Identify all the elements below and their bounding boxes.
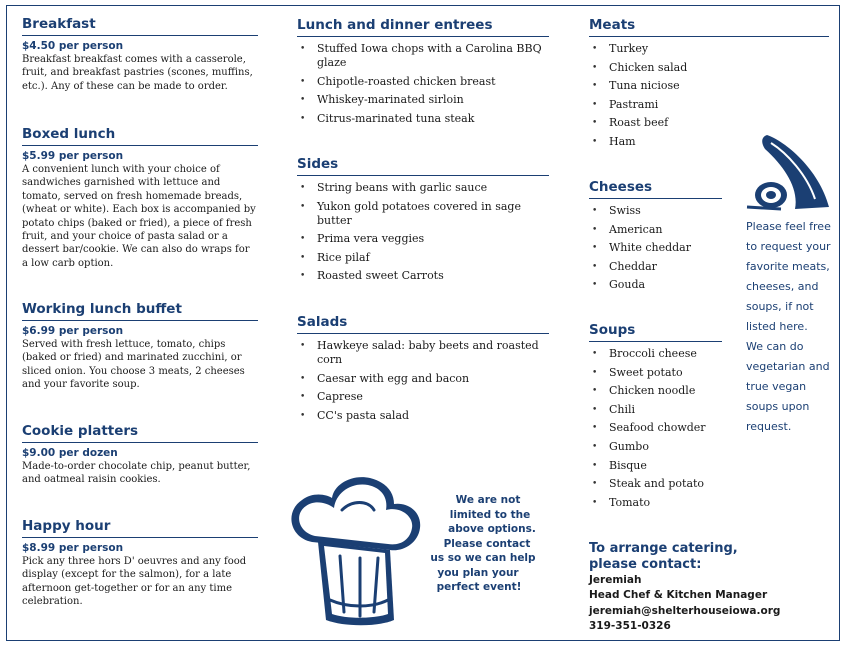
request-note-line: soups, if not	[746, 300, 814, 313]
boxed-lunch-price: $5.99 per person	[22, 150, 124, 162]
list-item: • Chipotle-roasted chicken breast	[297, 75, 549, 89]
list-item: • Citrus-marinated tuna steak	[297, 112, 549, 126]
chef-hat-icon	[282, 470, 430, 630]
list-item: • Sweet potato	[589, 366, 722, 380]
list-item: • Chicken salad	[589, 61, 829, 75]
soups-section	[589, 322, 722, 514]
sides-list	[297, 181, 549, 283]
list-item: • Chili	[589, 403, 722, 417]
list-item: • Caesar with egg and bacon	[297, 372, 549, 386]
list-item: • Gouda	[589, 278, 722, 292]
list-item: • Caprese	[297, 390, 549, 404]
list-item: • American	[589, 223, 722, 237]
request-note-line: vegetarian and	[746, 360, 830, 373]
entrees-heading: Lunch and dinner entrees	[297, 17, 549, 37]
breakfast-description: Breakfast breakfast comes with a casserole, fruit, and breakfast pastries (scones, muffins, etc.). Any of these can be made to order.	[22, 54, 253, 92]
chef-note-line: us so we can help	[430, 552, 536, 564]
list-item: • Ham	[589, 135, 829, 149]
happy-hour-section	[22, 518, 258, 609]
cheeses-list	[589, 204, 722, 292]
list-item: • Gumbo	[589, 440, 722, 454]
list-item: • White cheddar	[589, 241, 722, 255]
list-item: • CC's pasta salad	[297, 409, 549, 423]
list-item: • Roast beef	[589, 116, 829, 130]
list-item: • Tuna niciose	[589, 79, 829, 93]
contact-block	[589, 541, 834, 634]
request-note-line: Please feel free	[746, 220, 831, 233]
list-item: • String beans with garlic sauce	[297, 181, 549, 195]
contact-role: Head Chef & Kitchen Manager	[589, 589, 768, 602]
list-item: • Stuffed Iowa chops with a Carolina BBQ glaze	[297, 42, 549, 70]
contact-heading-line1: To arrange catering,	[589, 541, 738, 556]
chef-note-line: limited to the	[449, 508, 531, 521]
chef-note-line: you plan your	[437, 566, 519, 579]
cookie-platters-heading: Cookie platters	[22, 423, 258, 443]
request-note-line: We can do	[746, 340, 804, 353]
boxed-lunch-description: A convenient lunch with your choice of sandwiches garnished with lettuce and tomato, served on fresh homemade breads, (wheat or white). Each box is accompanied by potato chips (baked or fried), a piece of fresh fruit, and your choice of pasta salad or a dessert bar/cookie. We can also do wraps for a low carb option.	[22, 164, 256, 269]
salads-list	[297, 339, 549, 423]
soups-heading: Soups	[589, 322, 722, 342]
list-item: • Swiss	[589, 204, 722, 218]
working-lunch-heading: Working lunch buffet	[22, 301, 258, 321]
list-item: • Tomato	[589, 496, 722, 510]
list-item: • Chicken noodle	[589, 384, 722, 398]
breakfast-heading: Breakfast	[22, 16, 258, 36]
entrees-list	[297, 42, 549, 126]
cookie-platters-price: $9.00 per dozen	[22, 447, 118, 459]
list-item: • Bisque	[589, 459, 722, 473]
entrees-section	[297, 17, 549, 130]
request-note-line: request.	[746, 420, 792, 433]
meats-heading: Meats	[589, 17, 829, 37]
list-item: • Rice pilaf	[297, 251, 549, 265]
list-item: • Prima vera veggies	[297, 232, 549, 246]
contact-name: Jeremiah	[589, 574, 642, 586]
cheeses-heading: Cheeses	[589, 179, 722, 199]
breakfast-section	[22, 16, 258, 93]
list-item: • Yukon gold potatoes covered in sage butter	[297, 200, 549, 228]
contact-email[interactable]: jeremiah@shelterhouseiowa.org	[589, 604, 781, 617]
working-lunch-section	[22, 301, 258, 392]
list-item: • Turkey	[589, 42, 829, 56]
list-item: • Hawkeye salad: baby beets and roasted corn	[297, 339, 549, 367]
soups-list	[589, 347, 722, 510]
boxed-lunch-section	[22, 126, 258, 270]
contact-heading-line2: please contact:	[589, 557, 702, 572]
happy-hour-price: $8.99 per person	[22, 542, 124, 554]
list-item: • Steak and potato	[589, 477, 722, 491]
request-note-line: to request your	[746, 240, 831, 253]
list-item: • Seafood chowder	[589, 421, 722, 435]
request-note-line: cheeses, and	[746, 280, 819, 293]
request-note-line: listed here.	[746, 320, 808, 333]
cheeses-section	[589, 179, 722, 297]
list-item: • Whiskey-marinated sirloin	[297, 93, 549, 107]
happy-hour-heading: Happy hour	[22, 518, 258, 538]
working-lunch-description: Served with fresh lettuce, tomato, chips (baked or fried) and marinated zucchini, or sliced onion. You choose 3 meats, 2 cheeses and your favorite soup.	[22, 339, 245, 391]
request-note-line: favorite meats,	[746, 260, 830, 273]
request-note-line: soups upon	[746, 400, 810, 413]
salads-heading: Salads	[297, 314, 549, 334]
chef-note	[410, 493, 560, 595]
request-note-line: true vegan	[746, 380, 807, 393]
happy-hour-description: Pick any three hors D' oeuvres and any food display (except for the salmon), for a late afternoon get-together or for an any time celebration.	[22, 556, 247, 608]
knife-icon	[745, 133, 835, 215]
chef-note-line: We are not	[455, 494, 521, 506]
cookie-platters-description: Made-to-order chocolate chip, peanut butter, and oatmeal raisin cookies.	[22, 461, 251, 486]
chef-note-line: above options.	[448, 523, 536, 535]
breakfast-price: $4.50 per person	[22, 40, 124, 52]
list-item: • Broccoli cheese	[589, 347, 722, 361]
chef-note-line: perfect event!	[436, 581, 522, 593]
contact-phone: 319-351-0326	[589, 619, 671, 632]
sides-section	[297, 156, 549, 288]
request-note	[746, 217, 838, 437]
list-item: • Pastrami	[589, 98, 829, 112]
list-item: • Roasted sweet Carrots	[297, 269, 549, 283]
sides-heading: Sides	[297, 156, 549, 176]
salads-section	[297, 314, 549, 427]
working-lunch-price: $6.99 per person	[22, 325, 124, 337]
cookie-platters-section	[22, 423, 258, 487]
list-item: • Cheddar	[589, 260, 722, 274]
chef-note-line: Please contact	[443, 537, 531, 550]
boxed-lunch-heading: Boxed lunch	[22, 126, 258, 146]
